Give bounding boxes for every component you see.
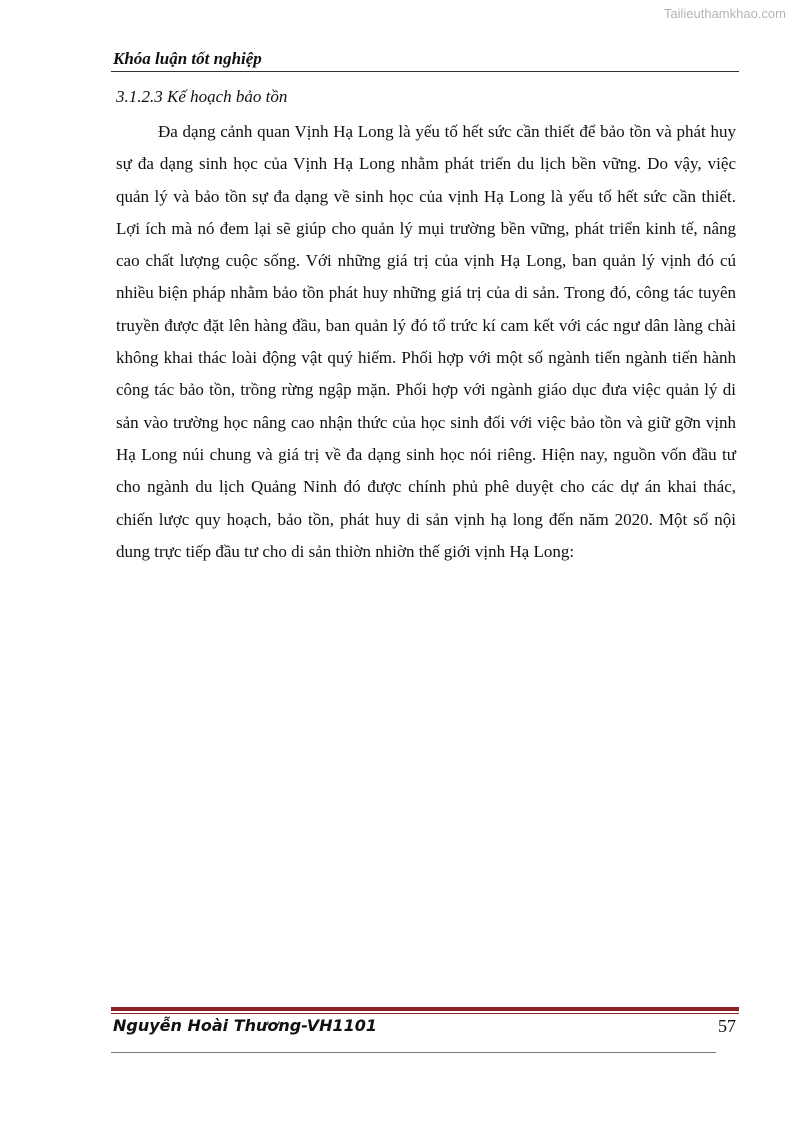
footer-rule-thick: [111, 1007, 739, 1011]
footer-author: Nguyễn Hoài Thương-VH1101: [113, 1016, 378, 1035]
body-paragraph: Đa dạng cảnh quan Vịnh Hạ Long là yếu tố hết sức cần thiết để bảo tồn và phát huy sự đa dạng sinh học của Vịnh Hạ Long nhằm phát triển du lịch bền vững. Do vậy, việc quản lý và bảo tồn sự đa dạng về sinh học của vịnh Hạ Long là yếu tố hết sức cần thiết. Lợi ích mà nó đem lại sẽ giúp cho quản lý mụi trường bền vững, phát triển kinh tế, nâng cao chất lượng cuộc sống. Với những giá trị của vịnh Hạ Long, ban quản lý vịnh đó cú nhiều biện pháp nhằm bảo tồn phát huy những giá trị của di sản. Trong đó, công tác tuyên truyền được đặt lên hàng đầu, ban quản lý đó tổ trức kí cam kết với các ngư dân làng chài không khai thác loài động vật quý hiếm. Phối hợp với một số ngành tiến ngành tiến hành công tác bảo tồn, trồng rừng ngập mặn. Phối hợp với ngành giáo dục đưa việc quản lý di sản vào trường học nâng cao nhận thức của học sinh đối với việc bảo tồn và giữ gỡn vịnh Hạ Long núi chung và giá trị về đa dạng sinh học nói riêng. Hiện nay, nguồn vốn đầu tư cho ngành du lịch Quảng Ninh đó được chính phủ phê duyệt cho các dự án khai thác, chiến lược quy hoạch, bảo tồn, phát huy di sản vịnh hạ long đến năm 2020. Một số nội dung trực tiếp đầu tư cho di sản thiờn nhiờn thế giới vịnh Hạ Long:: [116, 122, 736, 561]
section-heading: 3.1.2.3 Kế hoạch bảo tồn: [116, 87, 288, 106]
footer-underline: [111, 1052, 716, 1053]
header-title: Khóa luận tốt nghiệp: [113, 49, 262, 68]
page-number: 57: [718, 1016, 736, 1036]
header-rule: [111, 71, 739, 72]
watermark: Tailieuthamkhao.com: [663, 6, 786, 21]
footer-rule-thin: [111, 1013, 739, 1014]
